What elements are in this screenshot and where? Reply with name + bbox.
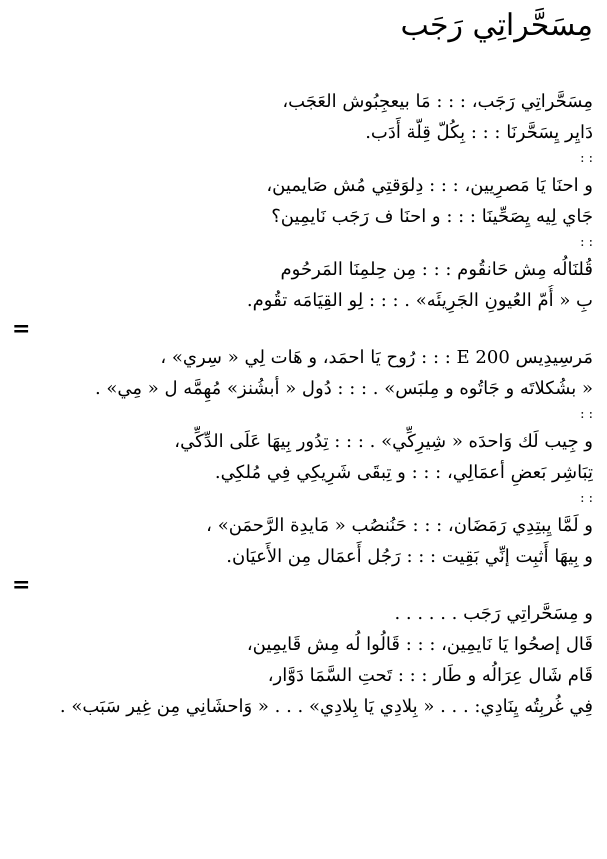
stanza-separator: : : [580, 491, 593, 506]
poem-line: و جِيب لَك وَاحدَه « شِيرِكِّي» . : : : تِدُور بِيهَا عَلَى الدِّكِّي، [174, 431, 593, 452]
poem-line: مِسَحَّراتِي رَجَب، : : : مَا بيعجِبُوش العَجَب، [282, 91, 593, 112]
poem-line: و احنَا يَا مَصرِيين، : : : دِلوَقتِي مُش صَايمين، [266, 175, 593, 196]
poem-line: دَايِر يِسَحَّرنَا : : : بِكُلّ قِلّة أَدَب. [365, 122, 593, 143]
stanza-separator: : : [580, 407, 593, 422]
stanza-separator: : : [580, 235, 593, 250]
section-divider: = [12, 316, 31, 342]
poem-line: « بشُكلاتَه و جَاتُوه و مِلبَس» . : : : دُول « أبشُنز» مُهِمَّه ل « مِي» . [94, 378, 593, 399]
poem-line: و بِيهَا أَثبِت إنِّي بَقِيت : : : رَجُل أَعمَال مِن الأَعيَان. [226, 546, 593, 567]
poem-title: مِسَحَّراتِي رَجَب [400, 8, 593, 43]
poem-line: و مِسَحَّراتِي رَجَب . . . . . . [394, 603, 593, 624]
poem-line: قَال إصحُوا يَا نَايمِين، : : : قَالُوا لُه مِش قَايمِين، [246, 634, 593, 655]
poem-line: و لَمَّا يِبتِدِي رَمَضَان، : : : حَنُنصُب « مَايدِة الرَّحمَن» ، [206, 515, 593, 536]
poem-line: قُلنَالُه مِش حَانقُوم : : : مِن حِلمِنَا المَرحُوم [280, 259, 593, 280]
stanza-separator: : : [580, 151, 593, 166]
poem-line: فِي غُربِتُه يِنَادِي: . . . « بِلادِي يَا بِلادِي» . . . « وَاحشَانِي مِن غِير سَبَب» . [59, 696, 593, 717]
poem-line: تِبَاشِر بَعضِ أعمَالِي، : : : و تِبقَى شَرِيكِي فِي مُلكِي. [214, 462, 593, 483]
section-divider: = [12, 572, 31, 598]
poem-line: جَاي لِيه يِصَحِّينَا : : : و احنَا ف رَجَب نَايمِين؟ [271, 206, 593, 227]
poem-body [12, 86, 593, 722]
poem-line: بِ « أُمّ العُيونِ الجَرِيئَه» . : : : لِو القِيَامَه تقُوم. [246, 290, 593, 311]
poem-line: قَام شَال عِرَالُه و طَار : : : تَحتِ السَّمَا دَوَّار، [267, 665, 593, 686]
poem-line: مَرسِيدِيس 200 E : : : رُوح يَا احمَد، و هَات لِي « سِري» ، [160, 347, 593, 368]
